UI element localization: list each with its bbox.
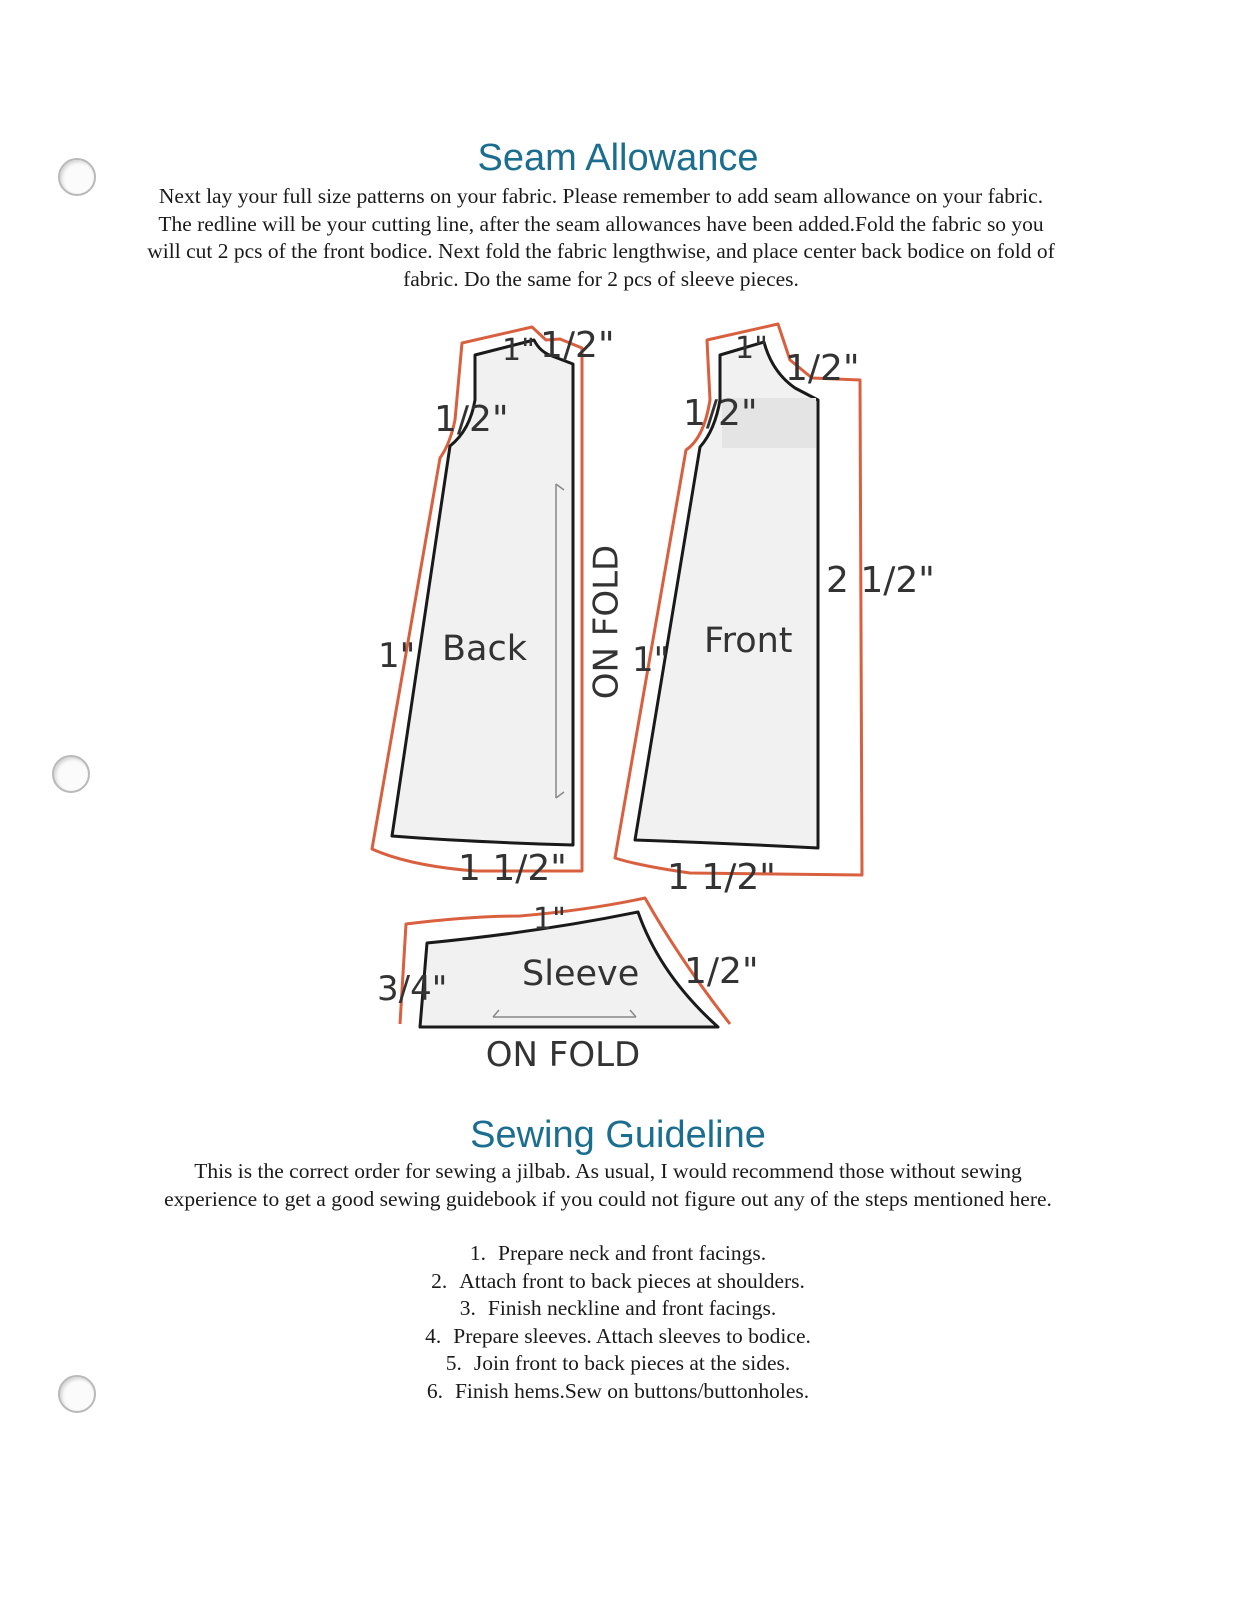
back-hem-allowance: 1 1/2" bbox=[458, 848, 567, 889]
back-label: Back bbox=[442, 629, 527, 669]
sewing-step bbox=[0, 1295, 1236, 1323]
step-text: Finish hems.Sew on buttons/buttonholes. bbox=[454, 1378, 810, 1403]
step-text: Prepare sleeves. Attach sleeves to bodice. bbox=[453, 1323, 811, 1348]
front-neck-allowance: 1/2" bbox=[785, 348, 860, 389]
seam-allowance-text: Next lay your full size patterns on your fabric. Please remember to add seam allowance on your fabric. The redline will be your cutting line, after the seam allowances have been added.Fold the fabric so you will cut 2 pcs of the front bodice. Next fold the fabric lengthwise, and place center back bodice on fold of fabric. Do the same for 2 pcs of sleeve pieces. bbox=[147, 184, 1055, 291]
step-text: Attach front to back pieces at shoulders. bbox=[459, 1268, 805, 1293]
sewing-guideline-heading: Sewing Guideline bbox=[470, 1114, 766, 1156]
sewing-step bbox=[0, 1323, 1236, 1351]
sewing-guideline-text: This is the correct order for sewing a jilbab. As usual, I would recommend those without sewing experience to get a good sewing guidebook if you could not figure out any of the steps mentioned here. bbox=[164, 1159, 1052, 1211]
back-pattern-piece bbox=[372, 325, 627, 889]
sleeve-top-allowance: 1" bbox=[533, 902, 566, 937]
front-hem-allowance: 1 1/2" bbox=[667, 857, 776, 898]
seam-allowance-heading: Seam Allowance bbox=[477, 137, 759, 179]
back-neck-allowance: 1/2" bbox=[540, 325, 615, 366]
step-number: 6. bbox=[426, 1378, 443, 1403]
step-number: 2. bbox=[431, 1268, 448, 1293]
sleeve-cuff-allowance: 3/4" bbox=[377, 969, 448, 1009]
step-number: 3. bbox=[459, 1296, 476, 1320]
back-side-allowance: 1" bbox=[378, 636, 416, 676]
step-text: Finish neckline and front facings. bbox=[487, 1296, 777, 1320]
front-armhole-allowance: 1/2" bbox=[683, 393, 758, 434]
step-number: 4. bbox=[425, 1323, 442, 1348]
front-pattern-piece bbox=[615, 324, 935, 898]
step-number: 5. bbox=[445, 1351, 462, 1375]
sleeve-pattern-piece bbox=[377, 898, 759, 1075]
step-number: 1. bbox=[469, 1241, 487, 1265]
sewing-step bbox=[0, 1378, 1236, 1406]
front-side-allowance: 1" bbox=[632, 640, 670, 680]
sewing-step bbox=[0, 1350, 1236, 1378]
sewing-step bbox=[0, 1240, 1236, 1268]
back-armhole-allowance: 1/2" bbox=[434, 399, 509, 440]
step-text: Join front to back pieces at the sides. bbox=[473, 1351, 791, 1375]
sewing-steps-list bbox=[0, 1240, 1236, 1405]
sleeve-cap-allowance: 1/2" bbox=[684, 951, 759, 992]
step-text: Prepare neck and front facings. bbox=[498, 1241, 767, 1265]
sleeve-fold-label: ON FOLD bbox=[485, 1035, 641, 1075]
front-shoulder-allowance: 1" bbox=[735, 331, 768, 366]
back-shoulder-allowance: 1" bbox=[502, 333, 535, 368]
front-label: Front bbox=[704, 621, 793, 661]
sleeve-label: Sleeve bbox=[522, 954, 640, 994]
front-center-allowance: 2 1/2" bbox=[826, 560, 935, 601]
sewing-step bbox=[0, 1268, 1236, 1296]
back-fold-label: ON FOLD bbox=[586, 544, 627, 700]
